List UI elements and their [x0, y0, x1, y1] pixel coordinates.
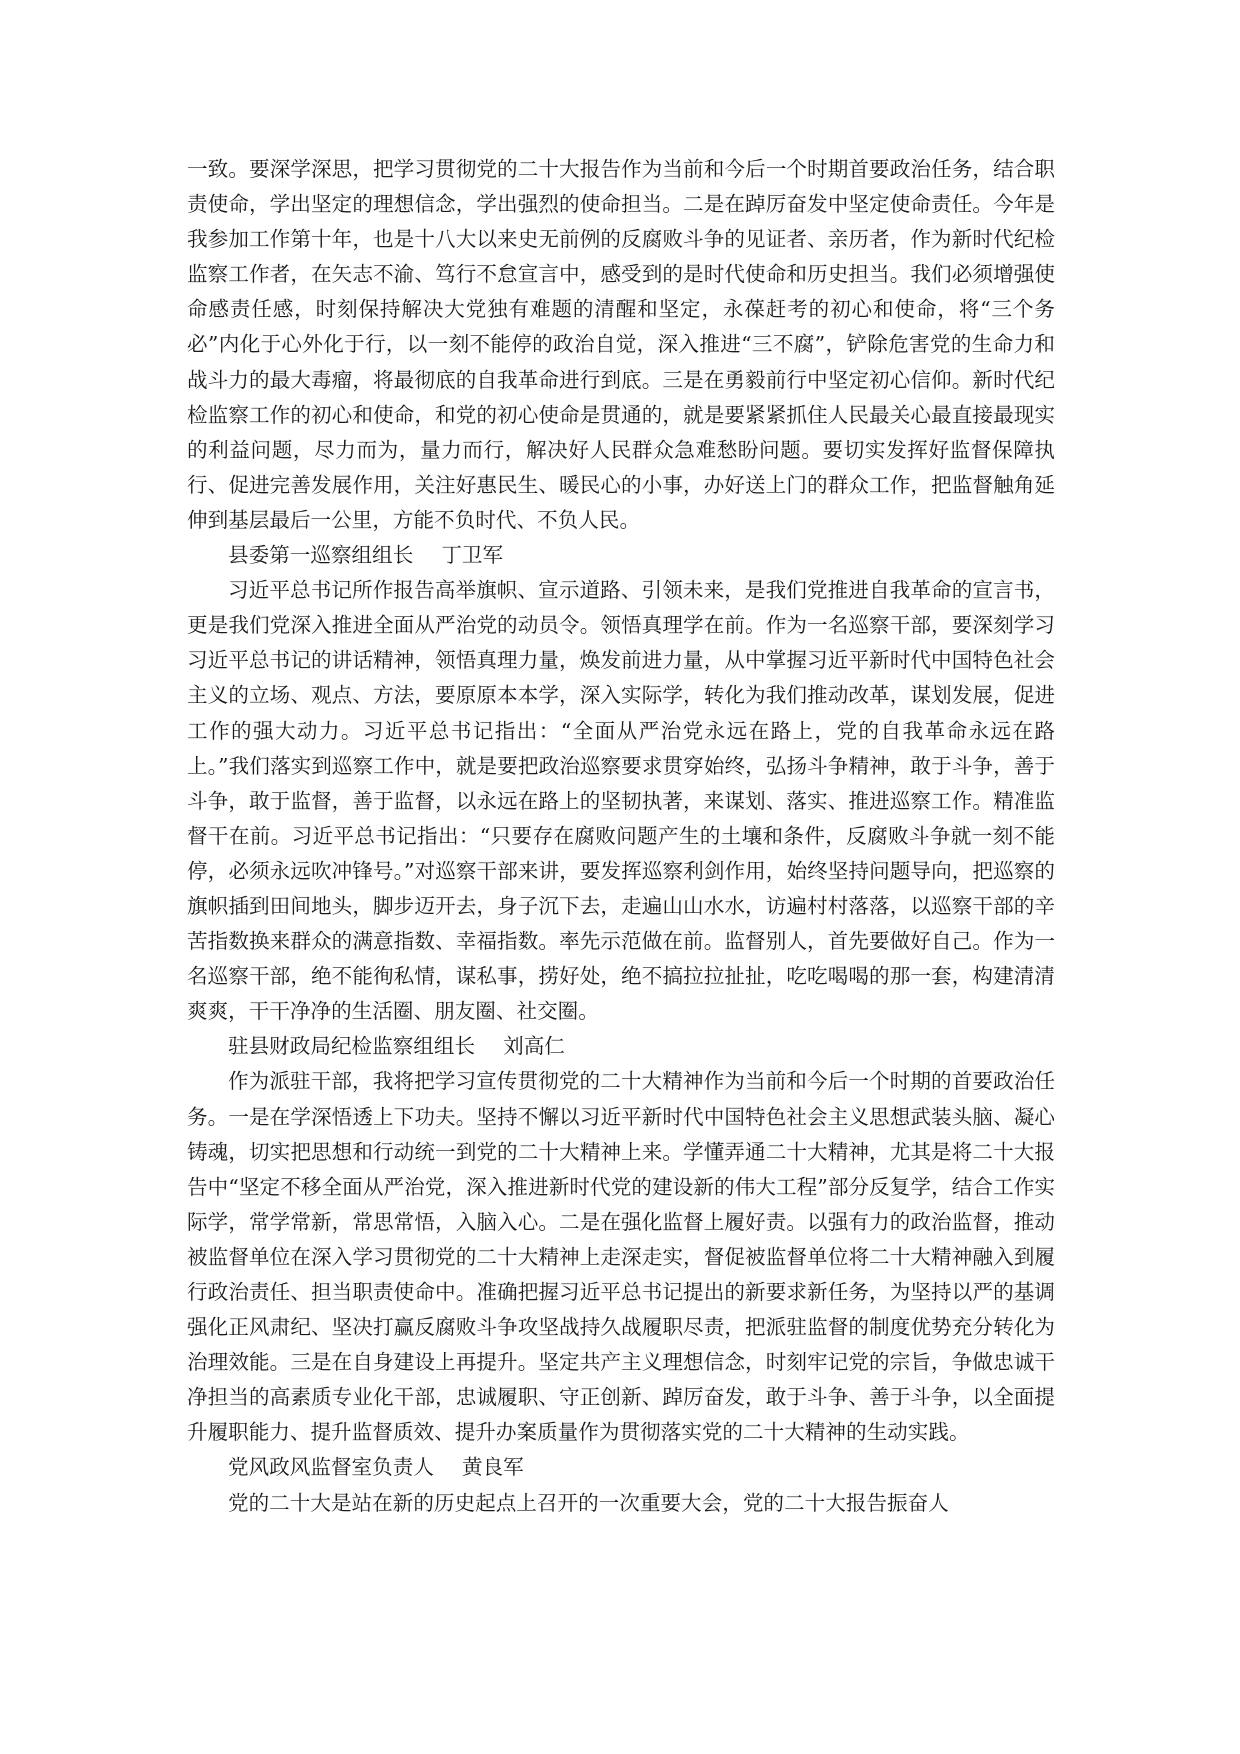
document-page [187, 152, 1055, 1521]
paragraph: 作为派驻干部，我将把学习宣传贯彻党的二十大精神作为当前和今后一个时期的首要政治任务。一是在学深悟透上下功夫。坚持不懈以习近平新时代中国特色社会主义思想武装头脑、凝心铸魂，切实把思想和行动统一到党的二十大精神上来。学懂弄通二十大精神，尤其是将二十大报告中“坚定不移全面从严治党，深入推进新时代党的建设新的伟大工程”部分反复学，结合工作实际学，常学常新，常思常悟，入脑入心。二是在强化监督上履好责。以强有力的政治监督，推动被监督单位在深入学习贯彻党的二十大精神上走深走实，督促被监督单位将二十大精神融入到履行政治责任、担当职责使命中。准确把握习近平总书记提出的新要求新任务，为坚持以严的基调强化正风肃纪、坚决打赢反腐败斗争攻坚战持久战履职尽责，把派驻监督的制度优势充分转化为治理效能。三是在自身建设上再提升。坚定共产主义理想信念，时刻牢记党的宗旨，争做忠诚干净担当的高素质专业化干部，忠诚履职、守正创新、踔厉奋发，敢于斗争、善于斗争，以全面提升履职能力、提升监督质效、提升办案质量作为贯彻落实党的二十大精神的生动实践。 [187, 1069, 1055, 1445]
paragraph-continued: 一致。要深学深思，把学习贯彻党的二十大报告作为当前和今后一个时期首要政治任务，结合职责使命，学出坚定的理想信念，学出强烈的使命担当。二是在踔厉奋发中坚定使命责任。今年是我参加工作第十年，也是十八大以来史无前例的反腐败斗争的见证者、亲历者，作为新时代纪检监察工作者，在矢志不渝、笃行不怠宣言中，感受到的是时代使命和历史担当。我们必须增强使命感责任感，时刻保持解决大党独有难题的清醒和坚定，永葆赶考的初心和使命，将“三个务必”内化于心外化于行，以一刻不能停的政治自觉，深入推进“三不腐”，铲除危害党的生命力和战斗力的最大毒瘤，将最彻底的自我革命进行到底。三是在勇毅前行中坚定初心信仰。新时代纪检监察工作的初心和使命，和党的初心使命是贯通的，就是要紧紧抓住人民最关心最直接最现实的利益问题，尽力而为，量力而行，解决好人民群众急难愁盼问题。要切实发挥好监督保障执行、促进完善发展作用，关注好惠民生、暖民心的小事，办好送上门的群众工作，把监督触角延伸到基层最后一公里，方能不负时代、不负人民。 [187, 157, 1055, 532]
speaker-title: 党风政风监督室负责人 [228, 1455, 434, 1480]
speaker-title: 县委第一巡察组组长 [228, 543, 414, 568]
speaker-heading [187, 538, 1055, 573]
speaker-name: 丁卫军 [441, 543, 504, 568]
speaker-name: 黄良军 [461, 1455, 524, 1480]
speaker-heading [187, 1029, 1055, 1064]
speaker-title: 驻县财政局纪检监察组组长 [228, 1034, 476, 1059]
speaker-heading [187, 1450, 1055, 1485]
paragraph-truncated: 党的二十大是站在新的历史起点上召开的一次重要大会，党的二十大报告振奋人 [228, 1490, 949, 1515]
speaker-name: 刘高仁 [503, 1034, 565, 1059]
paragraph: 习近平总书记所作报告高举旗帜、宣示道路、引领未来，是我们党推进自我革命的宣言书，更是我们党深入推进全面从严治党的动员令。领悟真理学在前。作为一名巡察干部，要深刻学习习近平总书记的讲话精神，领悟真理力量，焕发前进力量，从中掌握习近平新时代中国特色社会主义的立场、观点、方法，要原原本本学，深入实际学，转化为我们推动改革，谋划发展，促进工作的强大动力。习近平总书记指出：“全面从严治党永远在路上，党的自我革命永远在路上。”我们落实到巡察工作中，就是要把政治巡察要求贯穿始终，弘扬斗争精神，敢于斗争，善于斗争，敢于监督，善于监督，以永远在路上的坚韧执著，来谋划、落实、推进巡察工作。精准监督干在前。习近平总书记指出：“只要存在腐败问题产生的土壤和条件，反腐败斗争就一刻不能停，必须永远吹冲锋号。”对巡察干部来讲，要发挥巡察利剑作用，始终坚持问题导向，把巡察的旗帜插到田间地头，脚步迈开去，身子沉下去，走遍山山水水，访遍村村落落，以巡察干部的辛苦指数换来群众的满意指数、幸福指数。率先示范做在前。监督别人，首先要做好自己。作为一名巡察干部，绝不能徇私情，谋私事，捞好处，绝不搞拉拉扯扯，吃吃喝喝的那一套，构建清清爽爽，干干净净的生活圈、朋友圈、社交圈。 [187, 578, 1055, 1024]
